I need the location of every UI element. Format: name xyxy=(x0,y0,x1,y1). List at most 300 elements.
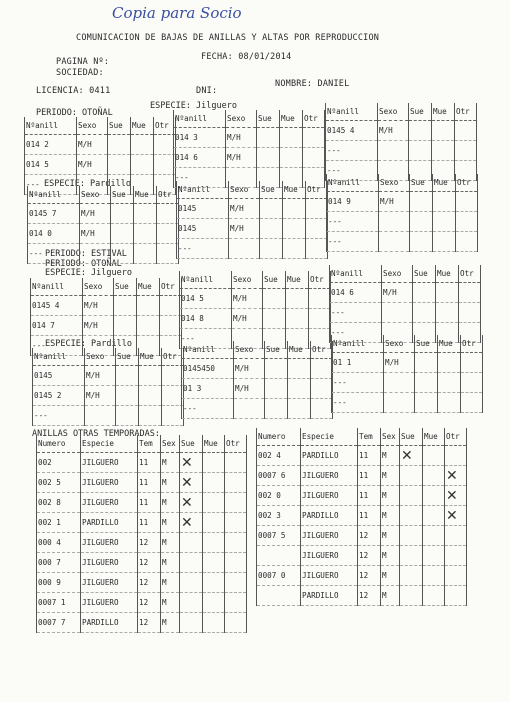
table-row xyxy=(180,309,331,329)
handwritten-note: Copia para Socio xyxy=(112,4,242,22)
status-cell xyxy=(445,526,467,546)
otras-temporadas-label: ANILLAS OTRAS TEMPORADAS: xyxy=(32,429,160,439)
status-cell xyxy=(306,199,328,219)
ring-number-cell: 014 6 xyxy=(330,283,382,303)
cell-sex: M xyxy=(161,553,180,573)
cell-num: 0007 7 xyxy=(37,613,81,633)
cell-num: 0007 5 xyxy=(257,526,301,546)
ring-number-cell: 0145 xyxy=(33,366,85,386)
status-cell xyxy=(180,513,203,533)
status-cell xyxy=(423,566,445,586)
table-row xyxy=(182,359,333,379)
status-cell xyxy=(445,486,467,506)
column-header: Otr xyxy=(157,186,179,204)
ring-number-cell: 014 5 xyxy=(25,155,77,175)
status-cell xyxy=(180,453,203,473)
species-ring-table xyxy=(176,181,328,259)
status-cell xyxy=(260,239,283,259)
status-cell xyxy=(415,393,438,413)
column-header: Sue xyxy=(265,341,288,359)
table-row xyxy=(37,473,247,493)
dni-label: DNI: xyxy=(196,86,218,96)
column-header: Nºanill xyxy=(33,348,85,366)
cell-tem: 11 xyxy=(138,493,161,513)
cell-num: 002 5 xyxy=(37,473,81,493)
table-row xyxy=(257,446,467,466)
sex-cell: M/H xyxy=(232,309,263,329)
status-cell xyxy=(400,486,423,506)
ring-number-cell: 01 1 xyxy=(332,353,384,373)
status-cell xyxy=(180,473,203,493)
column-header: Nºanill xyxy=(182,341,234,359)
status-cell xyxy=(180,553,203,573)
form-title: COMUNICACION DE BAJAS DE ANILLAS Y ALTAS POR REPRODUCCION xyxy=(76,33,380,43)
species-ring-table xyxy=(27,186,179,264)
column-header: Mue xyxy=(134,186,157,204)
sex-cell xyxy=(85,406,116,426)
cell-sex: M xyxy=(161,533,180,553)
status-cell xyxy=(139,406,162,426)
cell-esp: PARDILLO xyxy=(301,506,358,526)
ring-number-cell: 014 0 xyxy=(28,224,80,244)
column-header: Sexo xyxy=(378,103,409,121)
status-cell xyxy=(445,566,467,586)
table-row xyxy=(180,289,331,309)
table-header-row xyxy=(330,265,481,283)
status-cell xyxy=(415,373,438,393)
status-cell xyxy=(456,192,478,212)
cell-sex: M xyxy=(381,586,400,606)
status-cell xyxy=(263,309,286,329)
column-header: Otr xyxy=(162,348,184,366)
sex-cell: M/H xyxy=(232,289,263,309)
ring-number-cell: --- xyxy=(332,373,384,393)
column-header: Mue xyxy=(432,103,455,121)
column-header: Mue xyxy=(423,428,445,446)
ring-number-cell: 0145 xyxy=(177,199,229,219)
column-header: Especie xyxy=(301,428,358,446)
x-mark: ✕ xyxy=(181,494,193,511)
x-mark: ✕ xyxy=(446,467,458,484)
table-row xyxy=(28,224,179,244)
status-cell xyxy=(108,155,131,175)
cell-esp: JILGUERO xyxy=(301,526,358,546)
status-cell xyxy=(111,204,134,224)
column-header: Otr xyxy=(459,265,481,283)
cell-esp: JILGUERO xyxy=(81,493,138,513)
status-cell xyxy=(283,199,306,219)
table-row xyxy=(327,192,478,212)
licencia-label: LICENCIA: 0411 xyxy=(36,86,111,96)
cell-num: 002 0 xyxy=(257,486,301,506)
status-cell xyxy=(433,212,456,232)
status-cell xyxy=(306,219,328,239)
status-cell xyxy=(456,232,478,252)
status-cell xyxy=(455,121,477,141)
sex-cell xyxy=(229,239,260,259)
sex-cell: M/H xyxy=(85,366,116,386)
ring-number-cell: --- xyxy=(25,175,77,195)
cell-num: 002 8 xyxy=(37,493,81,513)
column-header: Sex xyxy=(161,435,180,453)
cell-tem: 12 xyxy=(138,593,161,613)
table-row xyxy=(28,244,179,264)
cell-esp: JILGUERO xyxy=(301,466,358,486)
table-row xyxy=(37,593,247,613)
ring-number-cell: --- xyxy=(177,239,229,259)
sex-cell: M/H xyxy=(379,192,410,212)
status-cell xyxy=(203,613,225,633)
x-mark: ✕ xyxy=(446,507,458,524)
table-row xyxy=(257,506,467,526)
status-cell xyxy=(461,353,483,373)
cell-tem: 12 xyxy=(358,566,381,586)
status-cell xyxy=(134,244,157,264)
ring-number-cell: --- xyxy=(332,393,384,413)
column-header: Otr xyxy=(456,174,478,192)
status-cell xyxy=(225,473,247,493)
status-cell xyxy=(286,309,309,329)
status-cell xyxy=(423,586,445,606)
table-row xyxy=(330,283,481,303)
status-cell xyxy=(461,393,483,413)
status-cell xyxy=(423,486,445,506)
column-header: Mue xyxy=(436,265,459,283)
column-header: Nºanill xyxy=(177,181,229,199)
table-row xyxy=(33,406,184,426)
table-header-row xyxy=(177,181,328,199)
table-row xyxy=(327,212,478,232)
status-cell xyxy=(438,393,461,413)
species-ring-table xyxy=(179,271,331,349)
column-header: Mue xyxy=(286,271,309,289)
column-header: Otr xyxy=(311,341,333,359)
table-row xyxy=(28,204,179,224)
column-header: Nºanill xyxy=(28,186,80,204)
cell-tem: 11 xyxy=(358,506,381,526)
status-cell xyxy=(280,128,303,148)
status-cell xyxy=(225,573,247,593)
status-cell xyxy=(415,353,438,373)
status-cell xyxy=(459,303,481,323)
table-row xyxy=(37,533,247,553)
temporadas-right-table xyxy=(256,428,467,606)
cell-esp: JILGUERO xyxy=(81,553,138,573)
sex-cell: M/H xyxy=(384,353,415,373)
table-row xyxy=(182,399,333,419)
column-header: Sue xyxy=(116,348,139,366)
ring-number-cell: 014 8 xyxy=(180,309,232,329)
ring-number-cell: 0145 xyxy=(177,219,229,239)
status-cell xyxy=(432,141,455,161)
status-cell xyxy=(423,466,445,486)
cell-sex: M xyxy=(381,506,400,526)
sex-cell xyxy=(234,399,265,419)
table-row xyxy=(177,219,328,239)
column-header: Sexo xyxy=(232,271,263,289)
status-cell xyxy=(257,148,280,168)
table-header-row xyxy=(31,278,182,296)
status-cell xyxy=(303,148,325,168)
sex-cell xyxy=(379,232,410,252)
column-header: Otr xyxy=(306,181,328,199)
table-row xyxy=(37,573,247,593)
periodo-otonal-1: PERIODO: OTOÑAL xyxy=(36,108,113,118)
table-row xyxy=(257,486,467,506)
status-cell xyxy=(400,446,423,466)
ring-number-cell: 014 2 xyxy=(25,135,77,155)
table-row xyxy=(31,296,182,316)
table-header-row xyxy=(25,117,176,135)
status-cell xyxy=(436,283,459,303)
table-header-row xyxy=(326,103,477,121)
species-ring-table xyxy=(325,103,477,181)
status-cell xyxy=(400,566,423,586)
column-header: Nºanill xyxy=(332,335,384,353)
column-header: Sue xyxy=(180,435,203,453)
status-cell xyxy=(108,135,131,155)
status-cell xyxy=(203,493,225,513)
column-header: Sue xyxy=(409,103,432,121)
especie-pardillo-1: ESPECIE: Pardillo xyxy=(44,179,131,189)
table-header-row xyxy=(37,435,247,453)
ring-number-cell: --- xyxy=(326,141,378,161)
table-row xyxy=(37,513,247,533)
species-ring-table xyxy=(173,110,325,188)
status-cell xyxy=(459,283,481,303)
column-header: Mue xyxy=(283,181,306,199)
cell-esp: PARDILLO xyxy=(81,613,138,633)
table-header-row xyxy=(257,428,467,446)
table-row xyxy=(177,199,328,219)
sex-cell: M/H xyxy=(226,128,257,148)
column-header: Sexo xyxy=(83,278,114,296)
status-cell xyxy=(203,593,225,613)
cell-esp: JILGUERO xyxy=(301,566,358,586)
column-header: Otr xyxy=(160,278,182,296)
periodo-otonal-2: PERIODO: OTOÑAL xyxy=(45,259,122,269)
cell-num: 002 xyxy=(37,453,81,473)
cell-sex: M xyxy=(381,486,400,506)
status-cell xyxy=(400,526,423,546)
cell-sex: M xyxy=(161,573,180,593)
sex-cell: M/H xyxy=(83,296,114,316)
status-cell xyxy=(309,289,331,309)
fecha-label: FECHA: 08/01/2014 xyxy=(201,52,292,62)
ring-number-cell: --- xyxy=(28,244,80,264)
temporadas-left-table xyxy=(36,435,247,633)
species-ring-table xyxy=(24,117,176,195)
cell-num: 000 4 xyxy=(37,533,81,553)
cell-esp: JILGUERO xyxy=(81,573,138,593)
table-row xyxy=(257,526,467,546)
status-cell xyxy=(137,316,160,336)
column-header: Mue xyxy=(137,278,160,296)
sex-cell: M/H xyxy=(234,379,265,399)
species-ring-table xyxy=(329,265,481,343)
sex-cell: M/H xyxy=(378,121,409,141)
status-cell xyxy=(436,303,459,323)
status-cell xyxy=(400,586,423,606)
cell-tem: 12 xyxy=(138,573,161,593)
cell-num: 0007 0 xyxy=(257,566,301,586)
column-header: Sue xyxy=(415,335,438,353)
column-header: Sexo xyxy=(80,186,111,204)
ring-number-cell: --- xyxy=(182,399,234,419)
status-cell xyxy=(423,506,445,526)
status-cell xyxy=(116,386,139,406)
column-header: Sexo xyxy=(77,117,108,135)
column-header: Mue xyxy=(131,117,154,135)
cell-tem: 11 xyxy=(358,486,381,506)
status-cell xyxy=(410,212,433,232)
sex-cell: M/H xyxy=(229,199,260,219)
table-header-row xyxy=(180,271,331,289)
status-cell xyxy=(225,513,247,533)
sex-cell: M/H xyxy=(85,386,116,406)
ring-number-cell: --- xyxy=(180,329,232,349)
cell-sex: M xyxy=(161,593,180,613)
cell-esp: JILGUERO xyxy=(301,546,358,566)
column-header: Sue xyxy=(260,181,283,199)
cell-sex: M xyxy=(161,513,180,533)
column-header: Sue xyxy=(410,174,433,192)
cell-num: 002 1 xyxy=(37,513,81,533)
ring-number-cell: 0145 4 xyxy=(31,296,83,316)
cell-esp: PARDILLO xyxy=(301,586,358,606)
ring-number-cell: --- xyxy=(326,161,378,181)
status-cell xyxy=(203,573,225,593)
ring-number-cell: --- xyxy=(330,323,382,343)
column-header: Especie xyxy=(81,435,138,453)
status-cell xyxy=(265,399,288,419)
cell-sex: M xyxy=(161,453,180,473)
status-cell xyxy=(225,493,247,513)
ring-number-cell: 01 3 xyxy=(182,379,234,399)
status-cell xyxy=(306,239,328,259)
status-cell xyxy=(180,593,203,613)
x-mark: ✕ xyxy=(401,447,413,464)
ring-number-cell: 014 6 xyxy=(174,148,226,168)
column-header: Otr xyxy=(303,110,325,128)
column-header: Sex xyxy=(381,428,400,446)
table-row xyxy=(257,546,467,566)
status-cell xyxy=(180,613,203,633)
status-cell xyxy=(203,513,225,533)
cell-num: 002 4 xyxy=(257,446,301,466)
table-row xyxy=(25,135,176,155)
ring-number-cell: 0145450 xyxy=(182,359,234,379)
status-cell xyxy=(225,553,247,573)
sex-cell xyxy=(378,141,409,161)
table-row xyxy=(257,566,467,586)
table-row xyxy=(327,232,478,252)
status-cell xyxy=(203,453,225,473)
cell-num xyxy=(257,586,301,606)
sex-cell: M/H xyxy=(234,359,265,379)
cell-tem: 12 xyxy=(138,613,161,633)
status-cell xyxy=(265,379,288,399)
ring-number-cell: --- xyxy=(330,303,382,323)
column-header: Nºanill xyxy=(327,174,379,192)
column-header: Otr xyxy=(154,117,176,135)
table-row xyxy=(33,386,184,406)
column-header: Mue xyxy=(280,110,303,128)
ring-number-cell: --- xyxy=(327,232,379,252)
cell-tem: 12 xyxy=(358,586,381,606)
status-cell xyxy=(283,239,306,259)
status-cell xyxy=(445,506,467,526)
column-header: Nºanill xyxy=(330,265,382,283)
status-cell xyxy=(257,128,280,148)
status-cell xyxy=(309,309,331,329)
status-cell xyxy=(280,148,303,168)
table-header-row xyxy=(332,335,483,353)
column-header: Otr xyxy=(225,435,247,453)
status-cell xyxy=(423,526,445,546)
table-header-row xyxy=(33,348,184,366)
cell-num xyxy=(257,546,301,566)
cell-sex: M xyxy=(161,613,180,633)
column-header: Mue xyxy=(288,341,311,359)
column-header: Nºanill xyxy=(174,110,226,128)
status-cell xyxy=(180,533,203,553)
table-row xyxy=(31,316,182,336)
column-header: Sexo xyxy=(226,110,257,128)
ring-number-cell: 014 5 xyxy=(180,289,232,309)
table-row xyxy=(37,613,247,633)
sex-cell: M/H xyxy=(80,204,111,224)
column-header: Sexo xyxy=(384,335,415,353)
ring-number-cell: 0145 4 xyxy=(326,121,378,141)
status-cell xyxy=(433,232,456,252)
cell-tem: 12 xyxy=(358,526,381,546)
status-cell xyxy=(413,283,436,303)
sociedad-label: SOCIEDAD: xyxy=(56,68,104,78)
status-cell xyxy=(400,506,423,526)
column-header: Sexo xyxy=(85,348,116,366)
column-header: Numero xyxy=(257,428,301,446)
status-cell xyxy=(409,141,432,161)
column-header: Nºanill xyxy=(326,103,378,121)
status-cell xyxy=(288,379,311,399)
periodo-estival: PERIODO: ESTIVAL xyxy=(45,249,127,259)
status-cell xyxy=(111,224,134,244)
status-cell xyxy=(455,141,477,161)
cell-num: 002 3 xyxy=(257,506,301,526)
cell-esp: JILGUERO xyxy=(301,486,358,506)
sex-cell: M/H xyxy=(77,135,108,155)
status-cell xyxy=(303,128,325,148)
nombre-label: NOMBRE: DANIEL xyxy=(275,79,350,89)
column-header: Nºanill xyxy=(180,271,232,289)
status-cell xyxy=(438,353,461,373)
status-cell xyxy=(137,296,160,316)
sex-cell xyxy=(384,393,415,413)
column-header: Nºanill xyxy=(31,278,83,296)
cell-tem: 11 xyxy=(358,446,381,466)
column-header: Nºanill xyxy=(25,117,77,135)
status-cell xyxy=(286,289,309,309)
column-header: Mue xyxy=(433,174,456,192)
table-row xyxy=(330,303,481,323)
status-cell xyxy=(461,373,483,393)
ring-number-cell: --- xyxy=(31,336,83,356)
status-cell xyxy=(260,219,283,239)
table-row xyxy=(37,493,247,513)
status-cell xyxy=(225,533,247,553)
status-cell xyxy=(409,121,432,141)
